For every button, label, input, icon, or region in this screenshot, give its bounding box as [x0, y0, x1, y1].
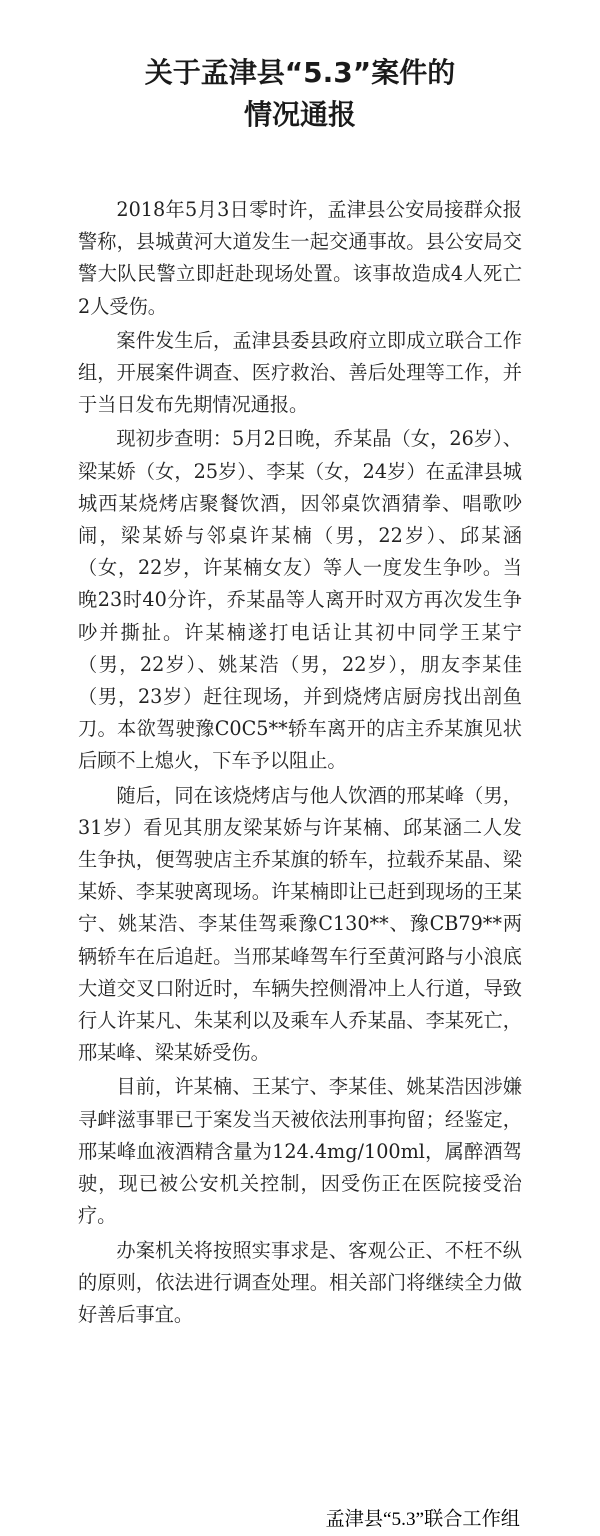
- paragraph-working-group: 案件发生后，孟津县委县政府立即成立联合工作组，开展案件调查、医疗救治、善后处理等工作，并于当日发布先期情况通报。: [78, 328, 522, 417]
- paragraph-initial-findings: 现初步查明：5月2日晚，乔某晶（女，26岁）、梁某娇（女，25岁）、李某（女，24岁）在孟津县城城西某烧烤店聚餐饮酒，因邻桌饮酒猜拳、唱歌吵闹，梁某娇与邻桌许某楠（男，22岁）、邱某涵（女，22岁，许某楠女友）等人一度发生争吵。当晚23时40分许，乔某晶等人离开时双方再次发生争吵并撕扯。许某楠遂打电话让其初中同学王某宁（男，22岁）、姚某浩（男，22岁），朋友李某佳（男，23岁）赶往现场，并到烧烤店厨房找出剖鱼刀。本欲驾驶豫C0C5**轿车离开的店主乔某旗见状后顾不上熄火，下车予以阻止。: [78, 427, 522, 773]
- paragraph-accident-report: 2018年5月3日零时许，孟津县公安局接群众报警称，县城黄河大道发生一起交通事故。县公安局交警大队民警立即赶赴现场处置。该事故造成4人死亡2人受伤。: [78, 198, 522, 318]
- paragraph-follow-up: 办案机关将按照实事求是、客观公正、不枉不纵的原则，依法进行调查处理。相关部门将继续全力做好善后事宜。: [78, 1238, 522, 1326]
- title-line-1: 关于孟津县“5.3”案件的: [144, 56, 456, 89]
- paragraph-current-status: 目前，许某楠、王某宁、李某佳、姚某浩因涉嫌寻衅滋事罪已于案发当天被依法刑事拘留；经鉴定，邢某峰血液酒精含量为124.4mg/100ml，属醉酒驾驶，现已被公安机关控制，因受伤正在医院接受治疗。: [78, 1075, 522, 1228]
- paragraph-crash-details: 随后，同在该烧烤店与他人饮酒的邢某峰（男，31岁）看见其朋友梁某娇与许某楠、邱某涵二人发生争执，便驾驶店主乔某旗的轿车，拉载乔某晶、梁某娇、李某驶离现场。许某楠即让已赶到现场的王某宁、姚某浩、李某佳驾乘豫C130**、豫CB79**两辆轿车在后追赶。当邢某峰驾车行至黄河路与小浪底大道交叉口附近时，车辆失控侧滑冲上人行道，导致行人许某凡、朱某利以及乘车人乔某晶、李某死亡，邢某峰、梁某娇受伤。: [78, 783, 522, 1065]
- signature: 孟津县“5.3”联合工作组: [325, 1509, 520, 1530]
- title-line-2: 情况通报: [243, 98, 356, 131]
- document-title: [78, 52, 522, 136]
